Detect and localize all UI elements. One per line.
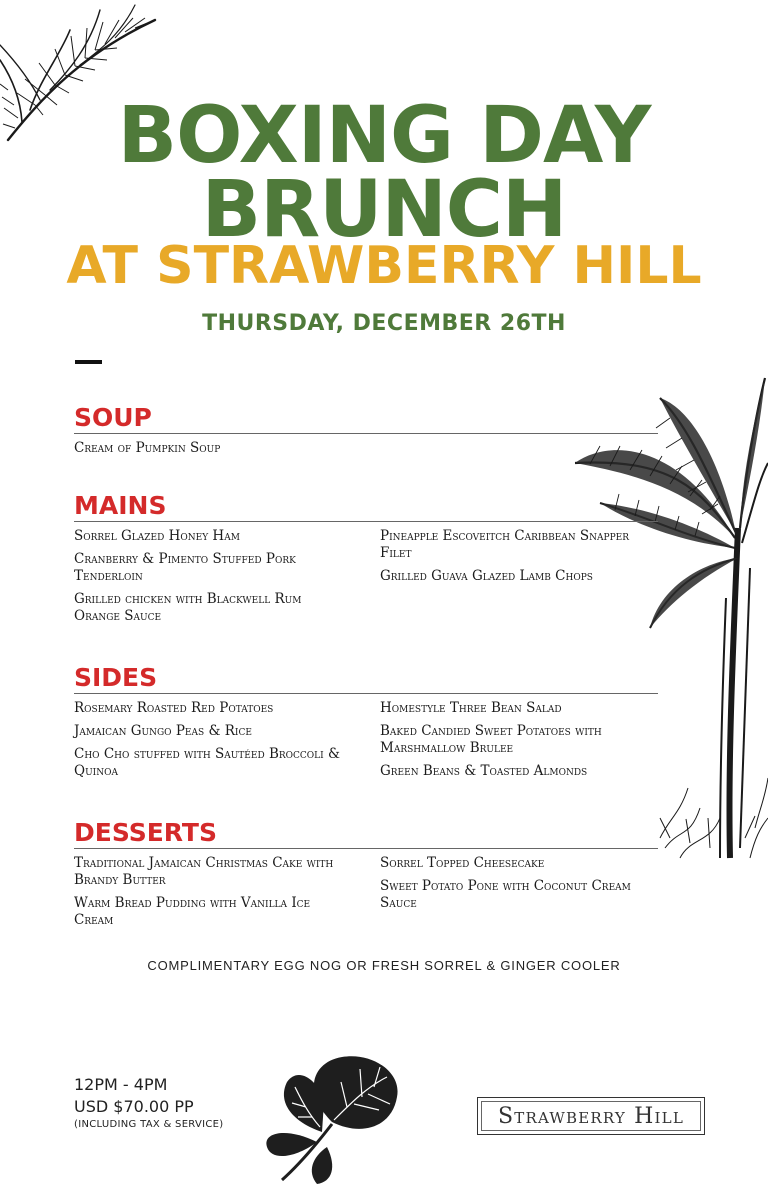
menu-item: Pineapple Escoveitch Caribbean Snapper Filet — [380, 528, 630, 561]
section-title-desserts: DESSERTS — [74, 819, 658, 849]
menu-item: Sweet Potato Pone with Coconut Cream Sauce — [380, 878, 631, 911]
section-title-soup: SOUP — [74, 404, 658, 434]
section-title-sides: SIDES — [74, 664, 658, 694]
menu-item: Cho Cho stuffed with Sautéed Broccoli & Quinoa — [74, 746, 341, 779]
section-sides — [74, 664, 658, 786]
section-desserts — [74, 819, 658, 935]
strawberry-hill-logo: Strawberry Hill — [477, 1097, 705, 1135]
title-line-1: BOXING DAY — [117, 91, 651, 181]
section-mains — [74, 492, 658, 631]
event-info — [74, 1074, 224, 1132]
event-time: 12PM - 4PM — [74, 1075, 168, 1094]
menu-item: Sorrel Topped Cheesecake — [380, 855, 545, 871]
menu-item: Cranberry & Pimento Stuffed Pork Tenderloin — [74, 551, 296, 584]
menu-item: Sorrel Glazed Honey Ham — [74, 528, 240, 544]
section-soup — [74, 404, 658, 463]
price-note: (INCLUDING TAX & SERVICE) — [74, 1119, 224, 1130]
fig-leaf-icon — [262, 1052, 407, 1187]
menu-item: Baked Candied Sweet Potatoes with Marshmallow Brulee — [380, 723, 602, 756]
menu-item: Jamaican Gungo Peas & Rice — [74, 723, 252, 739]
event-date: THURSDAY, DECEMBER 26TH — [202, 311, 566, 336]
divider-dash — [75, 360, 102, 364]
menu-item: Warm Bread Pudding with Vanilla Ice Cream — [74, 895, 311, 928]
menu-item: Green Beans & Toasted Almonds — [380, 763, 588, 779]
menu-item: Homestyle Three Bean Salad — [380, 700, 562, 716]
menu-item: Rosemary Roasted Red Potatoes — [74, 700, 274, 716]
complimentary-note: COMPLIMENTARY EGG NOG OR FRESH SORREL & GINGER COOLER — [147, 958, 621, 973]
title-line-2: BRUNCH — [201, 165, 567, 255]
menu-item: Cream of Pumpkin Soup — [74, 440, 221, 456]
menu-item: Grilled chicken with Blackwell Rum Orange Sauce — [74, 591, 302, 624]
section-title-mains: MAINS — [74, 492, 658, 522]
title-line-3: AT STRAWBERRY HILL — [66, 236, 702, 296]
menu-item: Traditional Jamaican Christmas Cake with Brandy Butter — [74, 855, 334, 888]
event-price: USD $70.00 PP — [74, 1097, 194, 1116]
menu-item: Grilled Guava Glazed Lamb Chops — [380, 568, 593, 584]
